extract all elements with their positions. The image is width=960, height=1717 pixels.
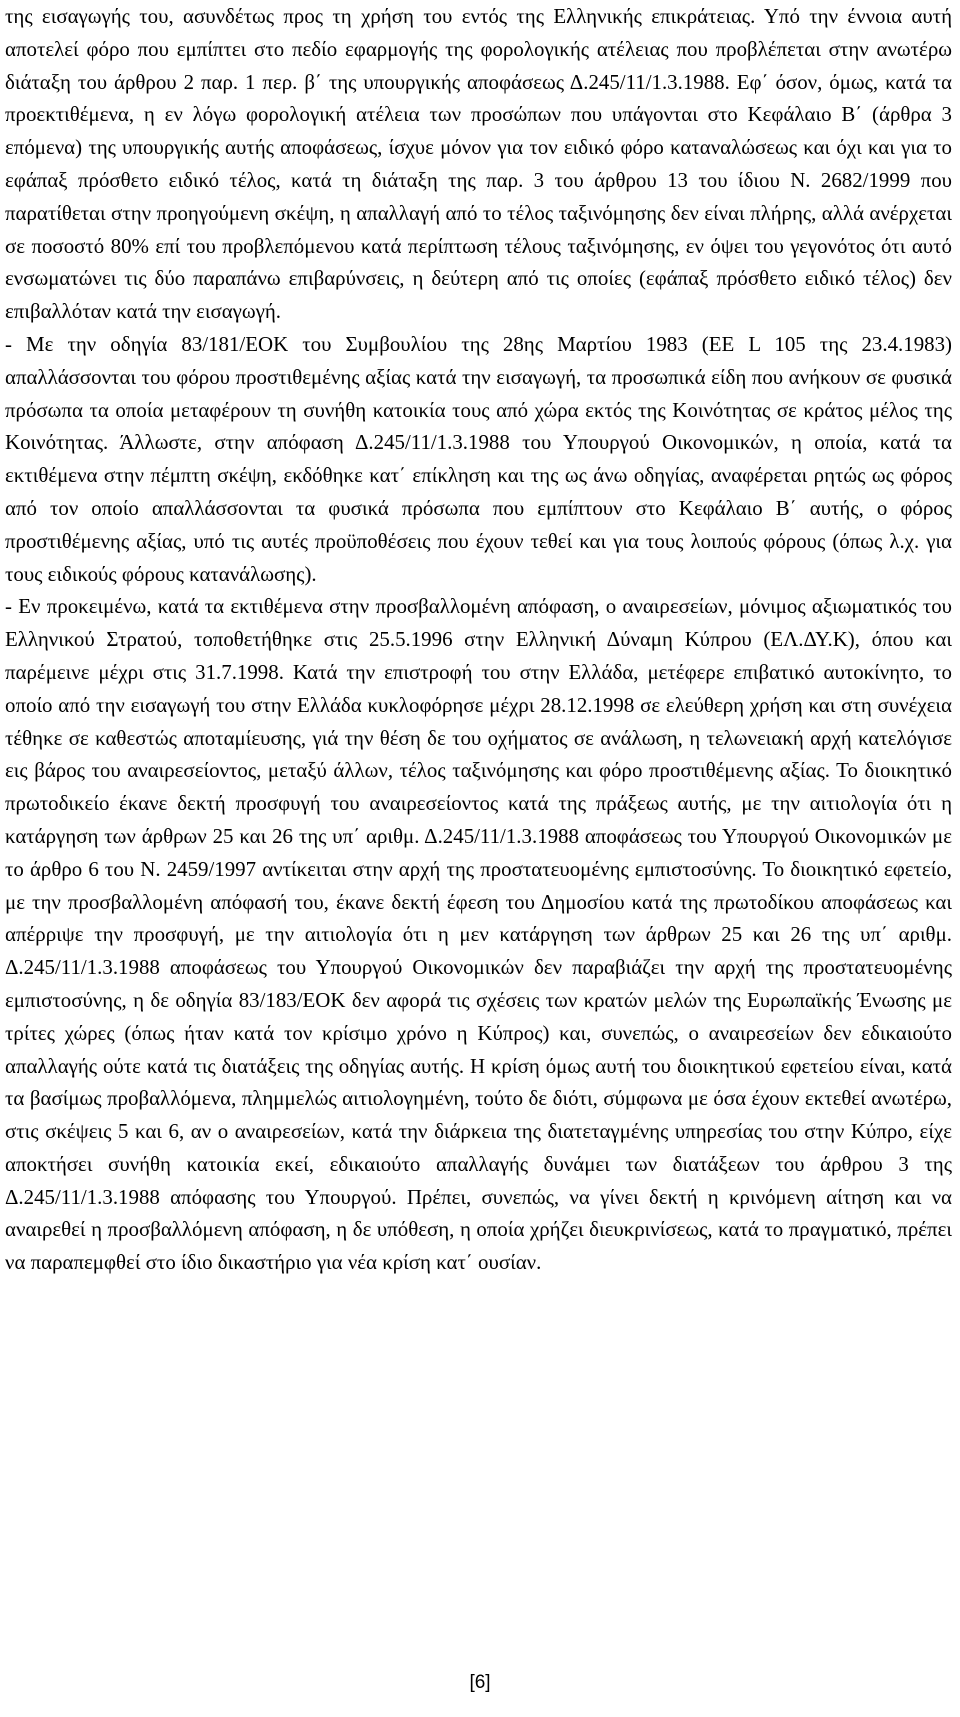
paragraph-3: - Εν προκειμένω, κατά τα εκτιθέμενα στην προσβαλλομένη απόφαση, ο αναιρεσείων, μόνιμος αξιωματικός του Ελληνικού Στρατού, τοποθετήθηκε στις 25.5.1996 στην Ελληνική Δύναμη Κύπρου (ΕΛ.ΔΥ.Κ), όπου και παρέμεινε μέχρι στις 31.7.1998. Κατά την επιστροφή του στην Ελλάδα, μετέφερε επιβατικό αυτοκίνητο, το οποίο από την εισαγωγή του στην Ελλάδα κυκλοφόρησε μέχρι 28.12.1998 σε ελεύθερη χρήση και στη συνέχεια τέθηκε σε καθεστώς αποταμίευσης, γιά την θέση δε του οχήματος σε ανάλωση, η τελωνειακή αρχή κατελόγισε εις βάρος του αναιρεσείοντος, μεταξύ άλλων, τέλος ταξινόμησης και φόρο προστιθέμενης αξίας. Το διοικητικό πρωτοδικείο έκανε δεκτή προσφυγή του αναιρεσείοντος κατά της πράξεως αυτής, με την αιτιολογία ότι η κατάργηση των άρθρων 25 και 26 της υπ΄ αριθμ. Δ.245/11/1.3.1988 αποφάσεως του Υπουργού Οικονομικών με το άρθρο 6 του Ν. 2459/1997 αντίκειται στην αρχή της προστατευομένης εμπιστοσύνης. Το διοικητικό εφετείο, με την προσβαλλομένη απόφασή του, έκανε δεκτή έφεση του Δημοσίου κατά της πρωτοδίκου αποφάσεως και απέρριψε την προσφυγή, με την αιτιολογία ότι η μεν κατάργηση των άρθρων 25 και 26 της υπ΄ αριθμ. Δ.245/11/1.3.1988 αποφάσεως του Υπουργού Οικονομικών δεν παραβιάζει την αρχή της προστατευομένης εμπιστοσύνης, η δε οδηγία 83/183/ΕΟΚ δεν αφορά τις σχέσεις των κρατών μελών της Ευρωπαϊκής Ένωσης με τρίτες χώρες (όπως ήταν κατά τον κρίσιμο χρόνο η Κύπρος) και, συνεπώς, ο αναιρεσείων δεν εδικαιούτο απαλλαγής ούτε κατά τις διατάξεις της οδηγίας αυτής. Η κρίση όμως αυτή του διοικητικού εφετείου είναι, κατά τα βασίμως προβαλλόμενα, πλημμελώς αιτιολογημένη, τούτο δε διότι, σύμφωνα με όσα έχουν εκτεθεί ανωτέρω, στις σκέψεις 5 και 6, αν ο αναιρεσείων, κατά την διάρκεια της διατεταγμένης υπηρεσίας του στην Κύπρο, είχε αποκτήσει συνήθη κατοικία εκεί, εδικαιούτο απαλλαγής δυνάμει των διατάξεων του άρθρου 3 της Δ.245/11/1.3.1988 απόφασης του Υπουργού. Πρέπει, συνεπώς, να γίνει δεκτή η κρινόμενη αίτηση και να αναιρεθεί η προσβαλλόμενη απόφαση, η δε υπόθεση, η οποία χρήζει διευκρινίσεως, κατά το πραγματικό, πρέπει να παραπεμφθεί στο ίδιο δικαστήριο για νέα κρίση κατ΄ ουσίαν. (5, 594, 952, 1275)
paragraph-1: της εισαγωγής του, ασυνδέτως προς τη χρήση του εντός της Ελληνικής επικράτειας. Υπό την έννοια αυτή αποτελεί φόρο που εμπίπτει στο πεδίο εφαρμογής της φορολογικής ατέλειας που προβλέπεται στην ανωτέρω διάταξη του άρθρου 2 παρ. 1 περ. β΄ της υπουργικής αποφάσεως Δ.245/11/1.3.1988. Εφ΄ όσον, όμως, κατά τα προεκτιθέμενα, η εν λόγω φορολογική ατέλεια των προσώπων που υπάγονται στο Κεφάλαιο Β΄ (άρθρα 3 επόμενα) της υπουργικής αυτής αποφάσεως, ίσχυε μόνον για τον ειδικό φόρο καταναλώσεως και όχι και για το εφάπαξ πρόσθετο ειδικό τέλος, κατά τη διάταξη της παρ. 3 του άρθρου 13 του ίδιου Ν. 2682/1999 που παρατίθεται στην προηγούμενη σκέψη, η απαλλαγή από το τέλος ταξινόμησης δεν είναι πλήρης, αλλά ανέρχεται σε ποσοστό 80% επί του προβλεπόμενου κατά περίπτωση τέλους ταξινόμησης, εν όψει του γεγονότος ότι αυτό ενσωματώνει τις δύο παραπάνω επιβαρύνσεις, η δεύτερη από τις οποίες (εφάπαξ πρόσθετο ειδικό τέλος) δεν επιβαλλόταν κατά την εισαγωγή. (5, 4, 952, 324)
paragraph-2: - Με την οδηγία 83/181/ΕΟΚ του Συμβουλίου της 28ης Μαρτίου 1983 (ΕΕ L 105 της 23.4.1983) απαλλάσσονται του φόρου προστιθεμένης αξίας κατά την εισαγωγή, τα προσωπικά είδη που ανήκουν σε φυσικά πρόσωπα τα οποία μεταφέρουν τη συνήθη κατοικία τους από χώρα εκτός της Κοινότητας σε κράτος μέλος της Κοινότητας. Άλλωστε, στην απόφαση Δ.245/11/1.3.1988 του Υπουργού Οικονομικών, η οποία, κατά τα εκτιθέμενα στην πέμπτη σκέψη, εκδόθηκε κατ΄ επίκληση και της ως άνω οδηγίας, αναφέρεται ρητώς ως φόρος από τον οποίο απαλλάσσονται τα φυσικά πρόσωπα που εμπίπτουν στο Κεφάλαιο Β΄ αυτής, ο φόρος προστιθέμενης αξίας, υπό τις αυτές προϋποθέσεις που έχουν τεθεί και για τους λοιπούς φόρους (όπως λ.χ. για τους ειδικούς φόρους κατανάλωσης). (5, 331, 952, 586)
page-number: [6] (469, 1672, 491, 1693)
document-page (5, 0, 952, 1279)
